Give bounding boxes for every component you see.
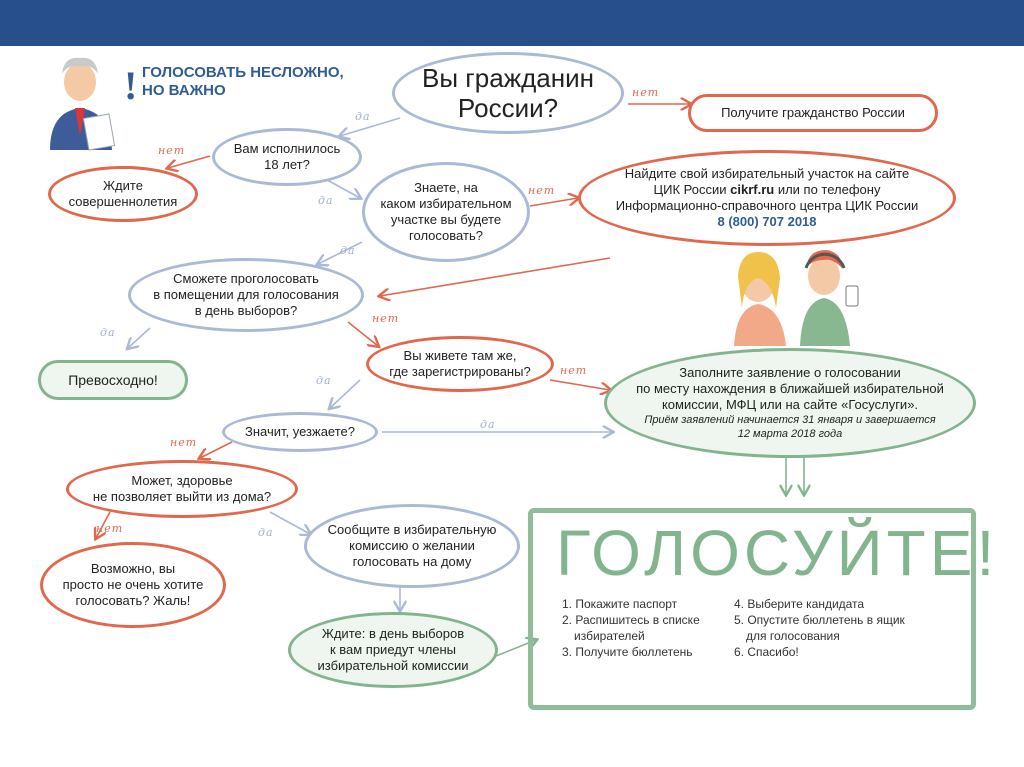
tag-yes: да bbox=[258, 526, 274, 539]
node-know-line2: каком избирательном bbox=[380, 196, 512, 211]
node-leaving: Значит, уезжаете? bbox=[222, 412, 378, 452]
node-form-note1: Приём заявлений начинается 31 января и завершается bbox=[644, 414, 936, 426]
node-notify-home bbox=[304, 504, 520, 588]
node-age18-line2: 18 лет? bbox=[264, 157, 310, 172]
node-age18 bbox=[212, 128, 362, 186]
node-can-vote-room bbox=[128, 258, 364, 332]
arrow-age-no bbox=[168, 156, 210, 168]
old-man-illustration bbox=[50, 58, 115, 150]
node-room-line1: Сможете проголосовать bbox=[173, 271, 319, 286]
arrow-live-no bbox=[550, 380, 610, 390]
node-wait-adult-line1: Ждите bbox=[103, 178, 143, 193]
node-wait-members bbox=[288, 612, 498, 688]
node-find-line2a: ЦИК России bbox=[653, 182, 731, 197]
node-form-line1: Заполните заявление о голосовании bbox=[679, 365, 901, 380]
arrow-room-no bbox=[348, 322, 378, 346]
cikrf-link[interactable]: cikrf.ru bbox=[730, 182, 775, 197]
node-health-line1: Может, здоровье bbox=[131, 473, 233, 488]
arrow-health-yes bbox=[270, 512, 310, 534]
arrow-live-yes bbox=[330, 380, 360, 408]
node-citizen bbox=[392, 52, 624, 134]
tag-yes: да bbox=[355, 110, 371, 123]
vote-title: ГОЛОСУЙТЕ! bbox=[556, 517, 999, 589]
tag-yes: да bbox=[100, 326, 116, 339]
node-form-note2: 12 марта 2018 года bbox=[737, 428, 843, 440]
flowchart-canvas bbox=[0, 46, 1024, 767]
node-wait-line3: избирательной комиссии bbox=[317, 658, 469, 673]
step-item: избирателей bbox=[574, 629, 645, 643]
tag-yes: да bbox=[316, 374, 332, 387]
node-find-line2c: или по телефону bbox=[774, 182, 881, 197]
tag-yes: да bbox=[480, 418, 496, 431]
node-room-line2: в помещении для голосования bbox=[153, 287, 339, 302]
node-maybe-line3: голосовать? Жаль! bbox=[75, 593, 191, 608]
step-item: 5. Опустите бюллетень в ящик bbox=[734, 613, 905, 627]
node-find-station bbox=[578, 150, 956, 246]
vote-steps-left bbox=[562, 596, 700, 660]
node-room-line3: в день выборов? bbox=[194, 303, 298, 318]
node-find-line3: Информационно-справочного центра ЦИК России bbox=[615, 198, 919, 213]
node-wait-adult bbox=[48, 166, 198, 222]
node-wait-line1: Ждите: в день выборов bbox=[321, 626, 465, 641]
tag-no: нет bbox=[528, 184, 556, 197]
node-get-citizenship: Получите гражданство России bbox=[688, 94, 938, 132]
arrow-leaving-no bbox=[200, 442, 232, 458]
node-maybe-line2: просто не очень хотите bbox=[62, 577, 204, 592]
node-excellent: Превосходно! bbox=[38, 360, 188, 400]
node-notify-line1: Сообщите в избирательную bbox=[327, 522, 497, 537]
step-item: 2. Распишитесь в списке bbox=[562, 613, 700, 627]
node-citizen-line1: Вы гражданин bbox=[422, 63, 594, 93]
node-maybe-line1: Возможно, вы bbox=[90, 561, 176, 576]
tag-no: нет bbox=[372, 312, 400, 325]
node-know-station bbox=[362, 162, 530, 262]
headline-line1: ГОЛОСОВАТЬ НЕСЛОЖНО, bbox=[142, 64, 344, 81]
node-find-line2 bbox=[616, 182, 919, 198]
tag-no: нет bbox=[170, 436, 198, 449]
headline-exclamation: ! bbox=[124, 63, 138, 108]
arrow-know-no bbox=[530, 198, 578, 206]
node-live-line1: Вы живете там же, bbox=[403, 348, 517, 363]
headline bbox=[142, 64, 344, 100]
node-maybe-not bbox=[40, 542, 226, 628]
node-wait-adult-line2: совершеннолетия bbox=[68, 194, 178, 209]
step-item: 3. Получите бюллетень bbox=[562, 645, 693, 659]
node-notify-line2: комиссию о желании bbox=[349, 538, 475, 553]
node-form-line3: комиссии, МФЦ или на сайте «Госуслуги». bbox=[661, 397, 919, 412]
node-know-line1: Знаете, на bbox=[414, 180, 478, 195]
node-live-same bbox=[366, 336, 554, 392]
operators-illustration bbox=[734, 250, 858, 346]
node-know-line3: участке вы будете bbox=[390, 212, 502, 227]
node-age18-line1: Вам исполнилось bbox=[233, 141, 341, 156]
tag-no: нет bbox=[560, 364, 588, 377]
tag-no: нет bbox=[158, 144, 186, 157]
step-item: для голосования bbox=[746, 629, 840, 643]
arrow-room-yes bbox=[128, 328, 150, 348]
tag-no: нет bbox=[96, 522, 124, 535]
node-notify-line3: голосовать на дому bbox=[352, 554, 472, 569]
step-item: 6. Спасибо! bbox=[734, 645, 799, 659]
tag-no: нет bbox=[632, 86, 660, 99]
tag-yes: да bbox=[318, 194, 334, 207]
vote-steps-right bbox=[734, 596, 905, 660]
arrow-find-back bbox=[380, 258, 610, 296]
headline-line2: НО ВАЖНО bbox=[142, 82, 226, 99]
step-item: 1. Покажите паспорт bbox=[562, 597, 678, 611]
node-citizen-line2: России? bbox=[457, 93, 559, 123]
node-find-line1: Найдите свой избирательный участок на сайте bbox=[624, 166, 910, 181]
phone-number[interactable]: 8 (800) 707 2018 bbox=[717, 214, 817, 229]
node-live-line2: где зарегистрированы? bbox=[389, 364, 531, 379]
node-health-line2: не позволяет выйти из дома? bbox=[92, 489, 272, 504]
node-wait-line2: к вам приедут члены bbox=[329, 642, 457, 657]
node-know-line4: голосовать? bbox=[409, 228, 483, 243]
node-form-line2: по месту нахождения в ближайшей избирательной bbox=[636, 381, 944, 396]
top-bar bbox=[0, 0, 1024, 46]
step-item: 4. Выберите кандидата bbox=[734, 597, 865, 611]
node-fill-form bbox=[604, 348, 976, 458]
node-health bbox=[66, 460, 298, 518]
tag-yes: да bbox=[340, 244, 356, 257]
